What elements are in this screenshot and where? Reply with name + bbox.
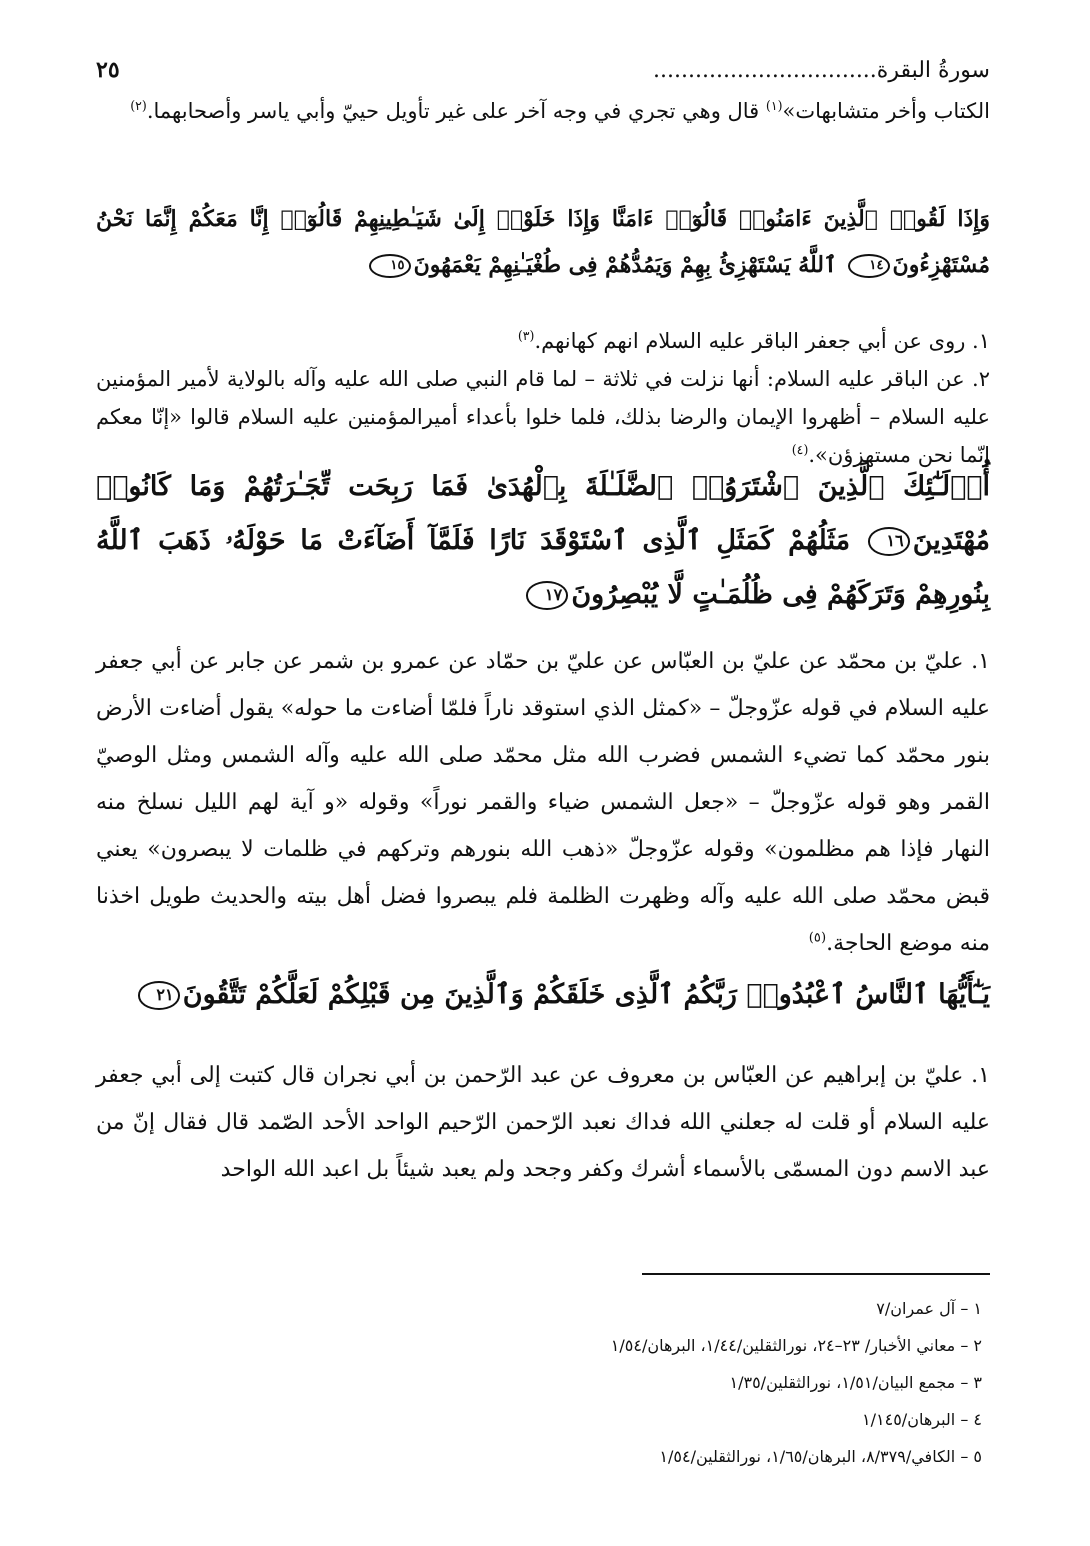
footnote-item: ٤ – البرهان/١/١٤٥ bbox=[862, 1410, 982, 1429]
verse-14-text: وَإِذَا لَقُوا۟ ٱلَّذِينَ ءَامَنُوا۟ قَالُوٓا۟ ءَامَنَّا وَإِذَا خَلَوْا۟ إِلَىٰ شَيَـٰطِينِهِمْ قَالُوٓا۟ إِنَّا مَعَكُمْ إِنَّمَا نَحْنُ مُسْتَهْزِءُونَ bbox=[96, 206, 990, 278]
footnote-item: ١ – آل عمران/٧ bbox=[876, 1299, 982, 1318]
intro-text-continued: قال وهي تجري في وجه آخر على غير تأويل حييّ وأبي ياسر وأصحابهما. bbox=[146, 99, 766, 123]
commentary-2-text: ١. عليّ بن محمّد عن عليّ بن العبّاس عن عليّ بن حمّاد عن عمرو بن شمر عن جابر عن أبي جعفر عليه السلام في قوله عزّوجلّ – «كمثل الذي استوقد ناراً فلمّا أضاءت ما حوله» يقول أضاءت الأرض بنور محمّد كما تضيء الشمس فضرب الله مثل محمّد صلى الله عليه وآله الشمس ومثل الوصيّ القمر وهو قوله عزّوجلّ – «جعل الشمس ضياء والقمر نوراً» وقوله «و آية لهم الليل نسلخ منه النهار فإذا هم مظلمون» وقوله عزّوجلّ «ذهب الله بنورهم وتركهم في ظلمات لا يبصرون» يعني قبض محمّد صلى الله عليه وآله وظهرت الظلمة فلم يبصروا فضل أهل بيته والحديث طويل اخذنا منه موضع الحاجة. bbox=[96, 649, 990, 956]
intro-paragraph bbox=[96, 92, 990, 130]
footnote-separator bbox=[642, 1273, 990, 1275]
commentary-item-1-text: ١. روى عن أبي جعفر الباقر عليه السلام انهم كهانهم. bbox=[534, 329, 990, 353]
verse-17-text: مَثَلُهُمْ كَمَثَلِ ٱلَّذِى ٱسْتَوْقَدَ نَارًا فَلَمَّآ أَضَآءَتْ مَا حَوْلَهُۥ ذَهَبَ ٱللَّهُ بِنُورِهِمْ وَتَرَكَهُمْ فِى ظُلُمَـٰتٍ لَّا يُبْصِرُونَ bbox=[96, 525, 990, 610]
verse-16-text: أُو۟لَـٰٓئِكَ ٱلَّذِينَ ٱشْتَرَوُا۟ ٱلضَّلَـٰلَةَ بِٱلْهُدَىٰ فَمَا رَبِحَت تِّجَـٰرَتُهُمْ وَمَا كَانُوا۟ مُهْتَدِينَ bbox=[96, 471, 990, 556]
commentary-verses-14-15 bbox=[96, 322, 990, 474]
quran-verse-21 bbox=[96, 968, 990, 1022]
verse-21-text: يَـٰٓأَيُّهَا ٱلنَّاسُ ٱعْبُدُوا۟ رَبَّكُمُ ٱلَّذِى خَلَقَكُمْ وَٱلَّذِينَ مِن قَبْلِكُمْ لَعَلَّكُمْ تَتَّقُونَ bbox=[182, 979, 990, 1010]
surah-title: سورةُ البقرة................................ bbox=[653, 57, 990, 83]
verse-15-text: ٱللَّهُ يَسْتَهْزِئُ بِهِمْ وَيَمُدُّهُمْ فِى طُغْيَـٰنِهِمْ يَعْمَهُونَ bbox=[413, 252, 837, 278]
quran-verse-14-15 bbox=[96, 196, 990, 288]
footnotes bbox=[96, 1290, 982, 1475]
intro-text: الكتاب وأخر متشابهات» bbox=[782, 99, 990, 123]
commentary-item-2-text: ٢. عن الباقر عليه السلام: أنها نزلت في ثلاثة – لما قام النبي صلى الله عليه وآله بالولاية لأمير المؤمنين عليه السلام – أظهروا الإيمان والرضا بذلك، فلما خلوا بأعداء أميرالمؤمنين عليه السلام قالوا «إنّا معكم إنّما نحن مستهزؤن». bbox=[96, 367, 990, 467]
commentary-3-text: ١. عليّ بن إبراهيم عن العبّاس بن معروف عن عبد الرّحمن بن أبي نجران قال كتبت إلى أبي جعفر عليه السلام أو قلت له جعلني الله فداك نعبد الرّحمن الرّحيم الواحد الأحد الصّمد قال فقال إنّ من عبد الاسم دون المسمّى بالأسماء أشرك وكفر وجحد ولم يعبد شيئاً بل اعبد الله الواحد bbox=[96, 1063, 990, 1182]
commentary-item-1 bbox=[96, 322, 990, 360]
commentary-item-2 bbox=[96, 360, 990, 474]
footnote-ref-4: (٤) bbox=[791, 442, 809, 457]
running-header bbox=[96, 52, 990, 88]
verse-number-17: ١٧ bbox=[526, 581, 568, 609]
commentary-verses-16-17 bbox=[96, 638, 990, 967]
verse-number-16: ١٦ bbox=[868, 527, 910, 555]
verse-number-21: ٢١ bbox=[138, 981, 180, 1009]
footnote-ref-2: (٢) bbox=[130, 98, 147, 113]
footnote-ref-1: (١) bbox=[765, 98, 783, 113]
page-number: ٢٥ bbox=[96, 57, 120, 83]
quran-verse-16-17 bbox=[96, 460, 990, 622]
footnote-item: ٢ – معاني الأخبار/ ٢٣–٢٤، نورالثقلين/١/٤٤، البرهان/١/٥٤ bbox=[610, 1336, 982, 1355]
footnote-ref-3: (٣) bbox=[517, 328, 535, 343]
commentary-verse-21 bbox=[96, 1052, 990, 1193]
footnote-item: ٥ – الكافي/٨/٣٧٩، البرهان/١/٦٥، نورالثقلين/١/٥٤ bbox=[659, 1447, 982, 1466]
verse-number-15: ١٥ bbox=[369, 254, 411, 278]
verse-number-14: ١٤ bbox=[848, 254, 890, 278]
footnote-ref-5: (٥) bbox=[808, 930, 827, 946]
footnote-item: ٣ – مجمع البيان/١/٥١، نورالثقلين/١/٣٥ bbox=[729, 1373, 982, 1392]
